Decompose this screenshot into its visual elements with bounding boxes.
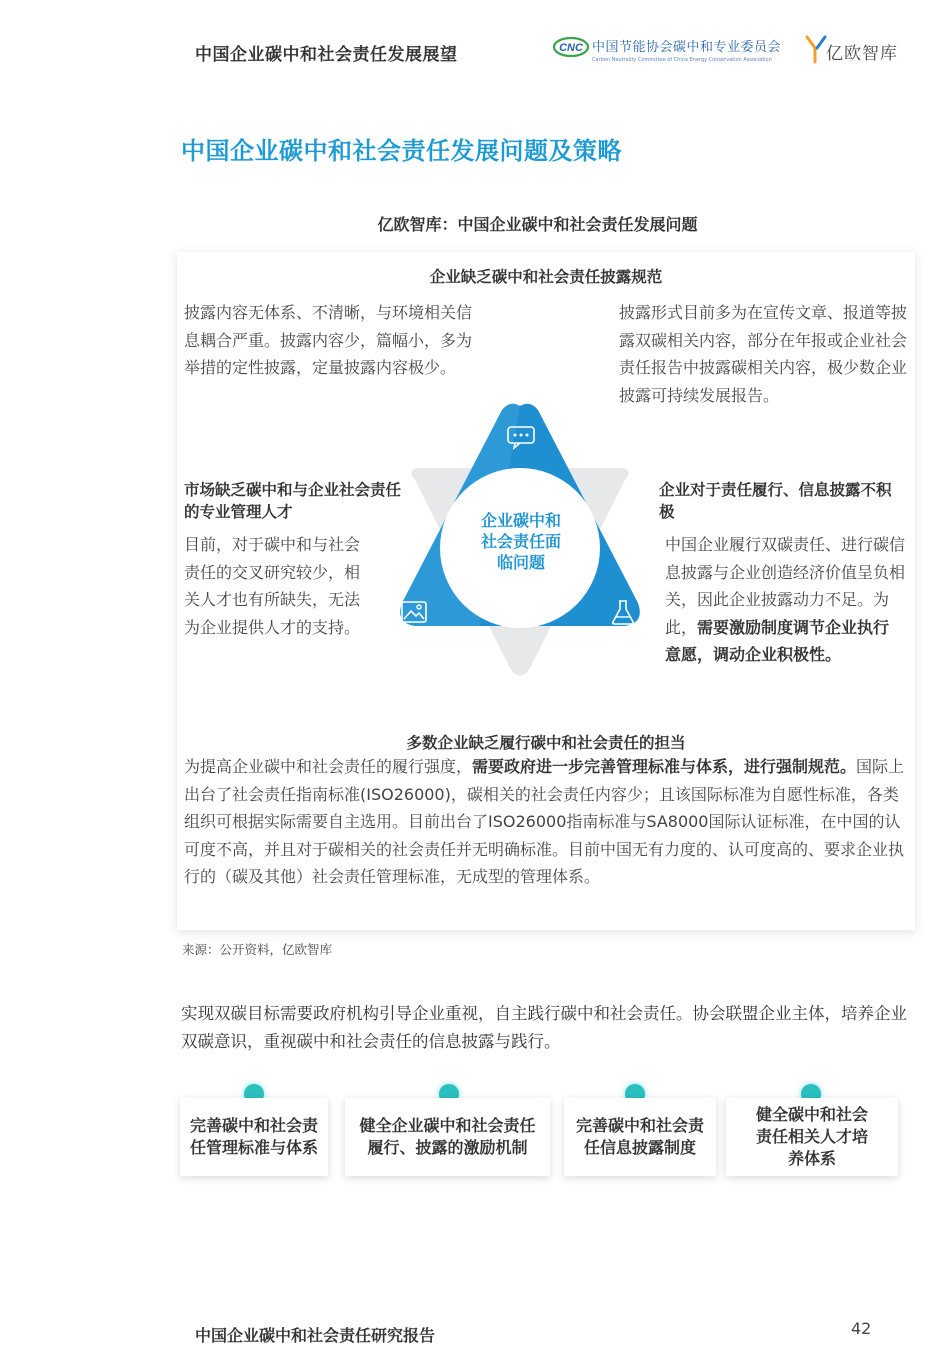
- strategy-box-1: 完善碳中和社会责任管理标准与体系: [180, 1098, 328, 1176]
- summary-paragraph: 实现双碳目标需要政府机构引导企业重视，自主践行碳中和社会责任。协会联盟企业主体，培养企业双碳意识，重视碳中和社会责任的信息披露与践行。: [181, 1004, 907, 1051]
- cnc-logo: [552, 32, 590, 62]
- bottom-text: [184, 753, 906, 891]
- figure-title: 亿欧智库：中国企业碳中和社会责任发展问题: [377, 215, 698, 234]
- left-heading: 市场缺乏碳中和与企业社会责任的专业管理人才: [184, 481, 402, 521]
- source-note: 来源：公开资料，亿欧智库: [182, 942, 333, 957]
- cnc-logo-letters: CNC: [559, 42, 583, 54]
- right-text-bold: 需要激励制度调节企业执行意愿，调动企业积极性。: [665, 617, 890, 664]
- bottom-text-1: 为提高企业碳中和社会责任的履行强度，: [184, 757, 473, 776]
- strategy-box-4: 健全碳中和社会责任相关人才培养体系: [726, 1098, 898, 1176]
- cnc-org-cn: 中国节能协会碳中和专业委员会: [592, 40, 782, 55]
- bottom-text-bold: 需要政府进一步完善管理标准与体系，进行强制规范。: [472, 757, 857, 776]
- chat-bubble-icon: [506, 424, 536, 450]
- footer-title: 中国企业碳中和社会责任研究报告: [195, 1326, 436, 1345]
- right-text-plain: 中国企业履行双碳责任、进行碳信息披露与企业创造经济价值呈负相关，因此企业披露动力不足。为此，: [665, 535, 906, 637]
- image-icon: [400, 600, 428, 624]
- strategy-box-2: 健全企业碳中和社会责任履行、披露的激励机制: [345, 1098, 550, 1176]
- yiou-logo-icon: [805, 34, 827, 64]
- bottom-heading: 多数企业缺乏履行碳中和社会责任的担当: [406, 734, 686, 752]
- section-title: 中国企业碳中和社会责任发展问题及策略: [181, 137, 622, 165]
- cnc-org-en: Carbon Neutrality Committee of China Energy Conservation Association: [592, 57, 772, 63]
- cnc-org-name: [592, 36, 781, 63]
- top-left-text: 披露内容无体系、不清晰，与环境相关信息耦合严重。披露内容少，篇幅小，多为举措的定性披露，定量披露内容极少。: [184, 303, 473, 377]
- header-title: 中国企业碳中和社会责任发展展望: [195, 45, 458, 65]
- left-text: 目前，对于碳中和与社会责任的交叉研究较少，相关人才也有所缺失，无法为企业提供人才的支持。: [184, 535, 361, 637]
- right-heading: 企业对于责任履行、信息披露不积极: [659, 481, 892, 521]
- bottom-text-2: 国际上出台了社会责任指南标准(ISO26000)，碳相关的社会责任内容少；且该国际标准为自愿性标准，各类组织可根据实际需要自主选用。目前出台了ISO26000指南标准与SA8000国际认证标准，在中国的认可度不高，并且对于碳相关的社会责任并无明确标准。目前中国无有力度的、认可度高的、要求企业执行的（碳及其他）社会责任管理标准，无成型的管理体系。: [184, 757, 905, 886]
- strategy-box-3: 完善碳中和社会责任信息披露制度: [564, 1098, 716, 1176]
- center-label: 企业碳中和社会责任面临问题: [480, 511, 561, 572]
- flask-icon: [610, 598, 636, 626]
- top-right-text: 披露形式目前多为在宣传文章、报道等披露双碳相关内容，部分在年报或企业社会责任报告中披露碳相关内容，极少数企业披露可持续发展报告。: [619, 303, 908, 405]
- yiou-name: 亿欧智库: [826, 44, 898, 64]
- right-text: [665, 531, 905, 669]
- page-number: 42: [851, 1319, 872, 1338]
- top-heading: 企业缺乏碳中和社会责任披露规范: [429, 268, 663, 286]
